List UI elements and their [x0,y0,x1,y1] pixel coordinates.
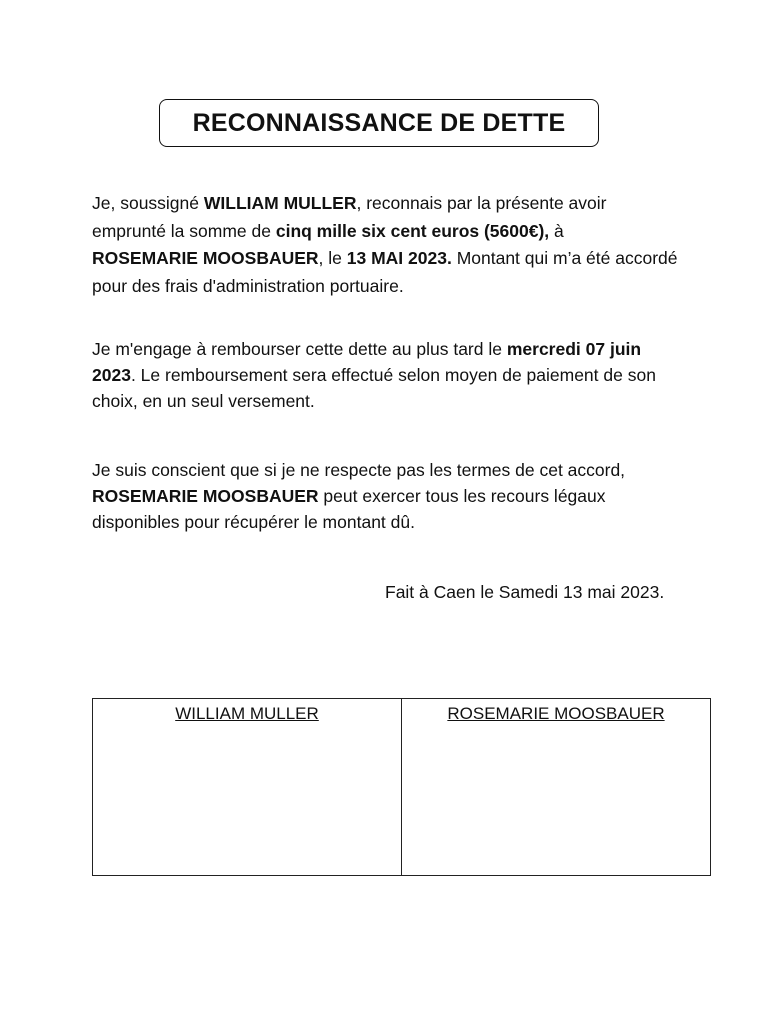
paragraph-repayment [92,336,662,414]
p3-text-2: peut exercer tous les recours légaux disponibles pour récupérer le montant dû. [92,486,606,532]
loan-date: 13 MAI 2023. [346,248,452,268]
creditor-name-2: ROSEMARIE MOOSBAUER [92,486,319,506]
closing-place-date: Fait à Caen le Samedi 13 mai 2023. [385,582,665,602]
signature-name-debtor: WILLIAM MULLER [175,704,319,723]
p3-text-1: Je suis conscient que si je ne respecte pas les termes de cet accord, [92,460,626,480]
due-date: mercredi 07 juin 2023 [92,339,642,385]
p1-text-3: à [549,220,564,241]
document-title: RECONNAISSANCE DE DETTE [192,108,566,137]
paragraph-legal [92,457,682,535]
signature-cell-debtor [93,699,402,876]
p1-text-4: , le [318,248,347,268]
p1-text-2: , reconnais par la présente avoir emprunté la somme de [92,193,607,241]
p2-text-1: Je m'engage à rembourser cette dette au plus tard le [92,339,507,359]
creditor-name: ROSEMARIE MOOSBAUER [92,248,319,268]
debtor-name: WILLIAM MULLER [203,193,357,213]
title-box [159,99,599,147]
signature-table [92,698,711,876]
p1-text-1: Je, soussigné [92,193,204,213]
signature-name-creditor: ROSEMARIE MOOSBAUER [447,704,665,723]
paragraph-acknowledgement [92,190,682,300]
p2-text-2: . Le remboursement sera effectué selon moyen de paiement de son choix, en un seul versement. [92,365,656,411]
p1-text-5: Montant qui m’a été accordé pour des frais d'administration portuaire. [92,248,678,296]
loan-amount: cinq mille six cent euros (5600€), [275,220,550,241]
signature-cell-creditor [402,699,711,876]
signature-row [93,699,711,876]
